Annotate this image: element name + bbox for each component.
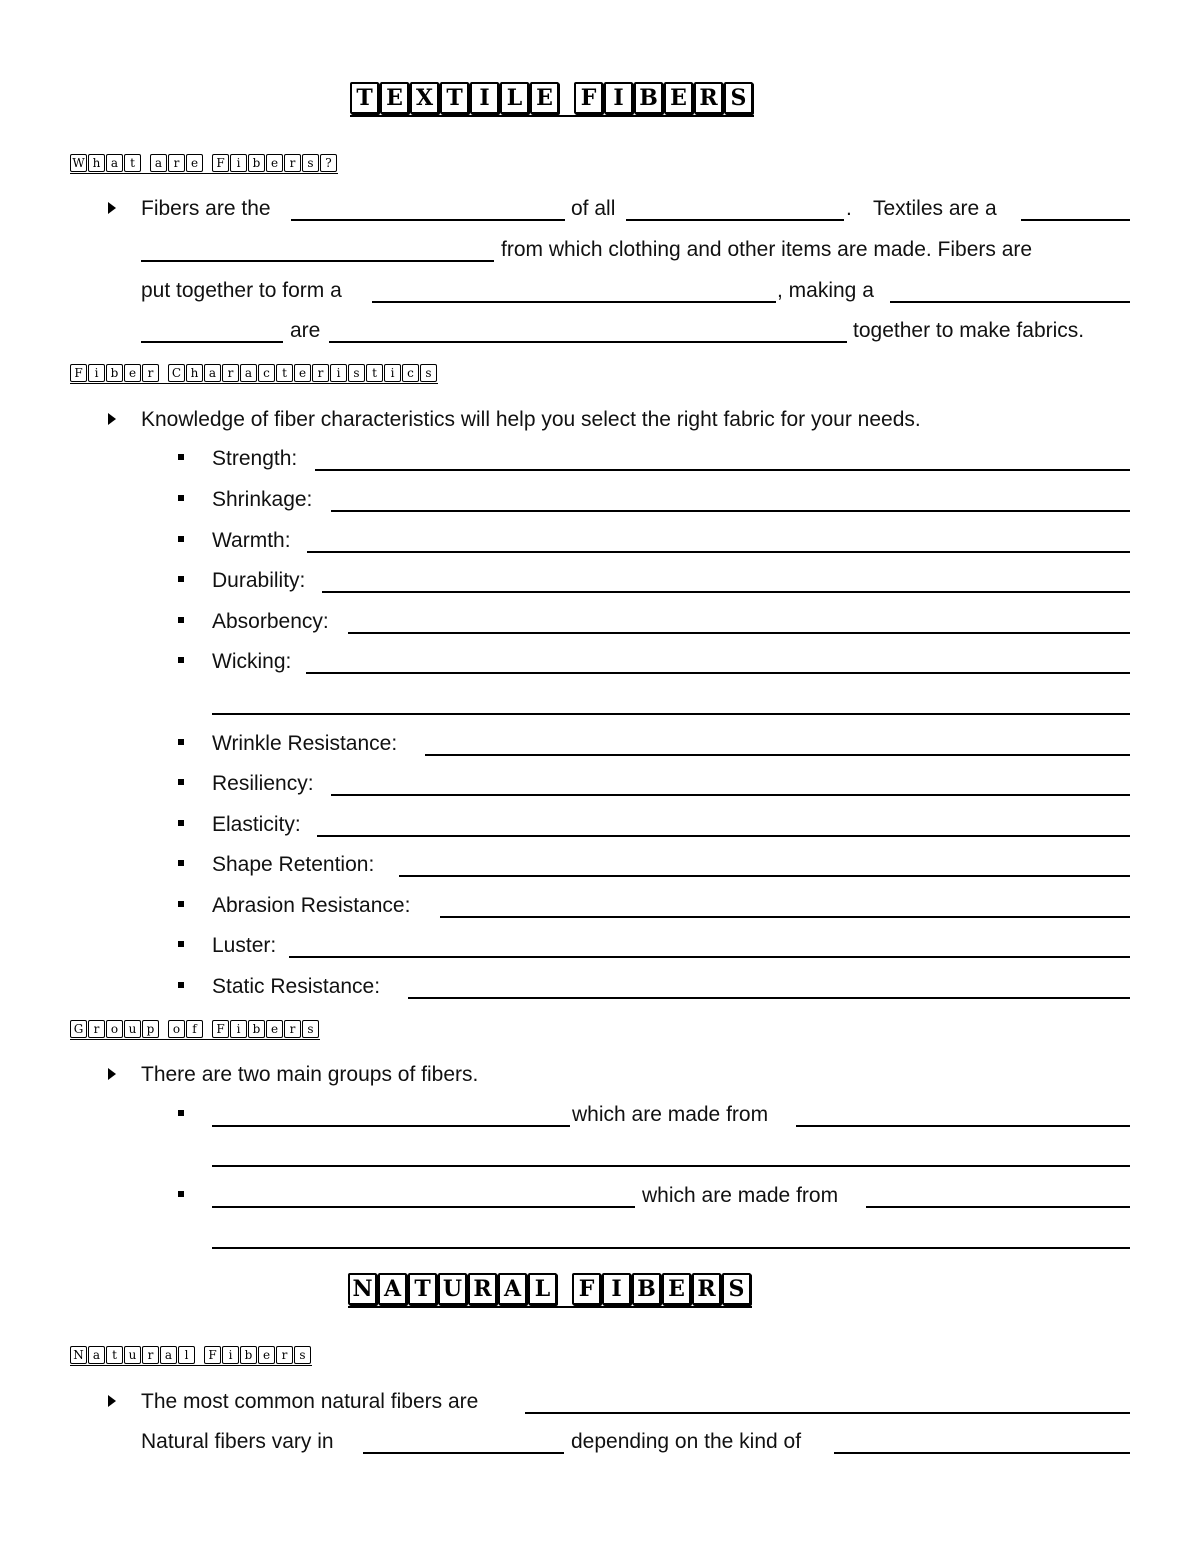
what-text-8: are [290, 319, 321, 342]
char-label-luster: Luster: [212, 934, 277, 957]
square-bullet-icon [178, 1191, 184, 1197]
blank-wrinkle-resistance[interactable] [425, 754, 1130, 756]
blank-warmth[interactable] [307, 551, 1130, 553]
blank-strength[interactable] [315, 469, 1130, 471]
char-label-shape-retention: Shape Retention: [212, 853, 375, 876]
section-heading-natural-fibers: N a t u r a l F i b e r s [70, 1346, 312, 1366]
section-heading-what-are-fibers: W h a t a r e F i b e r s ? [70, 154, 338, 174]
blank-group-2[interactable] [212, 1206, 635, 1208]
char-label-static-resistance: Static Resistance: [212, 975, 381, 998]
section-heading-group-of-fibers: G r o u p o f F i b e r s [70, 1020, 320, 1040]
square-bullet-icon [178, 536, 184, 542]
square-bullet-icon [178, 779, 184, 785]
square-bullet-icon [178, 1110, 184, 1116]
blank-abrasion-resistance[interactable] [440, 916, 1130, 918]
arrow-bullet-icon [108, 1395, 116, 1407]
blank-shape-retention[interactable] [399, 875, 1130, 877]
square-bullet-icon [178, 982, 184, 988]
blank-vary-in[interactable] [363, 1452, 564, 1454]
arrow-bullet-icon [108, 413, 116, 425]
what-text-6: put together to form a [141, 279, 342, 302]
natural-line-2b: depending on the kind of [571, 1430, 802, 1453]
what-text-4: Textiles are a [873, 197, 997, 220]
blank-luster[interactable] [289, 956, 1130, 958]
blank-fibers-are-the[interactable] [291, 219, 565, 221]
char-label-strength: Strength: [212, 447, 298, 470]
what-text-7: , making a [777, 279, 874, 302]
blank-group-2-cont[interactable] [212, 1247, 1130, 1249]
blank-shrinkage[interactable] [331, 510, 1130, 512]
groups-made-from-2: which are made from [642, 1184, 839, 1207]
square-bullet-icon [178, 454, 184, 460]
square-bullet-icon [178, 495, 184, 501]
blank-group-1[interactable] [212, 1125, 570, 1127]
char-label-elasticity: Elasticity: [212, 813, 301, 836]
blank-wicking-cont[interactable] [212, 713, 1130, 715]
blank-kind-of[interactable] [834, 1452, 1130, 1454]
blank-wicking[interactable] [306, 672, 1130, 674]
square-bullet-icon [178, 576, 184, 582]
what-text-2: of all [571, 197, 616, 220]
natural-line-1: The most common natural fibers are [141, 1390, 479, 1413]
square-bullet-icon [178, 941, 184, 947]
groups-intro: There are two main groups of fibers. [141, 1063, 479, 1086]
blank-static-resistance[interactable] [408, 997, 1130, 999]
square-bullet-icon [178, 860, 184, 866]
blank-absorbency[interactable] [348, 632, 1130, 634]
square-bullet-icon [178, 739, 184, 745]
char-label-durability: Durability: [212, 569, 306, 592]
square-bullet-icon [178, 657, 184, 663]
blank-textiles-cont[interactable] [141, 260, 494, 262]
natural-fibers-title: N A T U R A L F I B E R S [348, 1273, 752, 1308]
blank-resiliency[interactable] [331, 794, 1130, 796]
blank-form-a[interactable] [372, 301, 776, 303]
char-label-absorbency: Absorbency: [212, 610, 329, 633]
char-label-wrinkle-resistance: Wrinkle Resistance: [212, 732, 398, 755]
blank-line4-a[interactable] [141, 341, 283, 343]
square-bullet-icon [178, 901, 184, 907]
square-bullet-icon [178, 617, 184, 623]
blank-elasticity[interactable] [317, 835, 1130, 837]
section-heading-fiber-characteristics: F i b e r C h a r a c t e r i s t i c s [70, 364, 438, 384]
blank-common-natural-fibers[interactable] [525, 1412, 1130, 1414]
char-label-abrasion-resistance: Abrasion Resistance: [212, 894, 411, 917]
blank-durability[interactable] [322, 591, 1130, 593]
what-text-1: Fibers are the [141, 197, 271, 220]
blank-group-1-source[interactable] [796, 1125, 1130, 1127]
char-label-shrinkage: Shrinkage: [212, 488, 313, 511]
characteristics-intro: Knowledge of fiber characteristics will help you select the right fabric for your needs. [141, 408, 921, 431]
natural-line-2a: Natural fibers vary in [141, 1430, 334, 1453]
blank-making-a[interactable] [890, 301, 1130, 303]
char-label-warmth: Warmth: [212, 529, 291, 552]
what-text-3: . [846, 197, 852, 220]
what-text-9: together to make fabrics. [853, 319, 1085, 342]
blank-group-2-source[interactable] [866, 1206, 1130, 1208]
blank-textiles-are-a[interactable] [1021, 219, 1130, 221]
arrow-bullet-icon [108, 202, 116, 214]
blank-are[interactable] [329, 341, 847, 343]
blank-group-1-cont[interactable] [212, 1165, 1130, 1167]
blank-of-all[interactable] [626, 219, 844, 221]
square-bullet-icon [178, 820, 184, 826]
what-text-5: from which clothing and other items are made. Fibers are [501, 238, 1033, 261]
page-title: T E X T I L E F I B E R S [350, 82, 754, 117]
groups-made-from-1: which are made from [572, 1103, 769, 1126]
arrow-bullet-icon [108, 1068, 116, 1080]
char-label-wicking: Wicking: [212, 650, 292, 673]
char-label-resiliency: Resiliency: [212, 772, 314, 795]
